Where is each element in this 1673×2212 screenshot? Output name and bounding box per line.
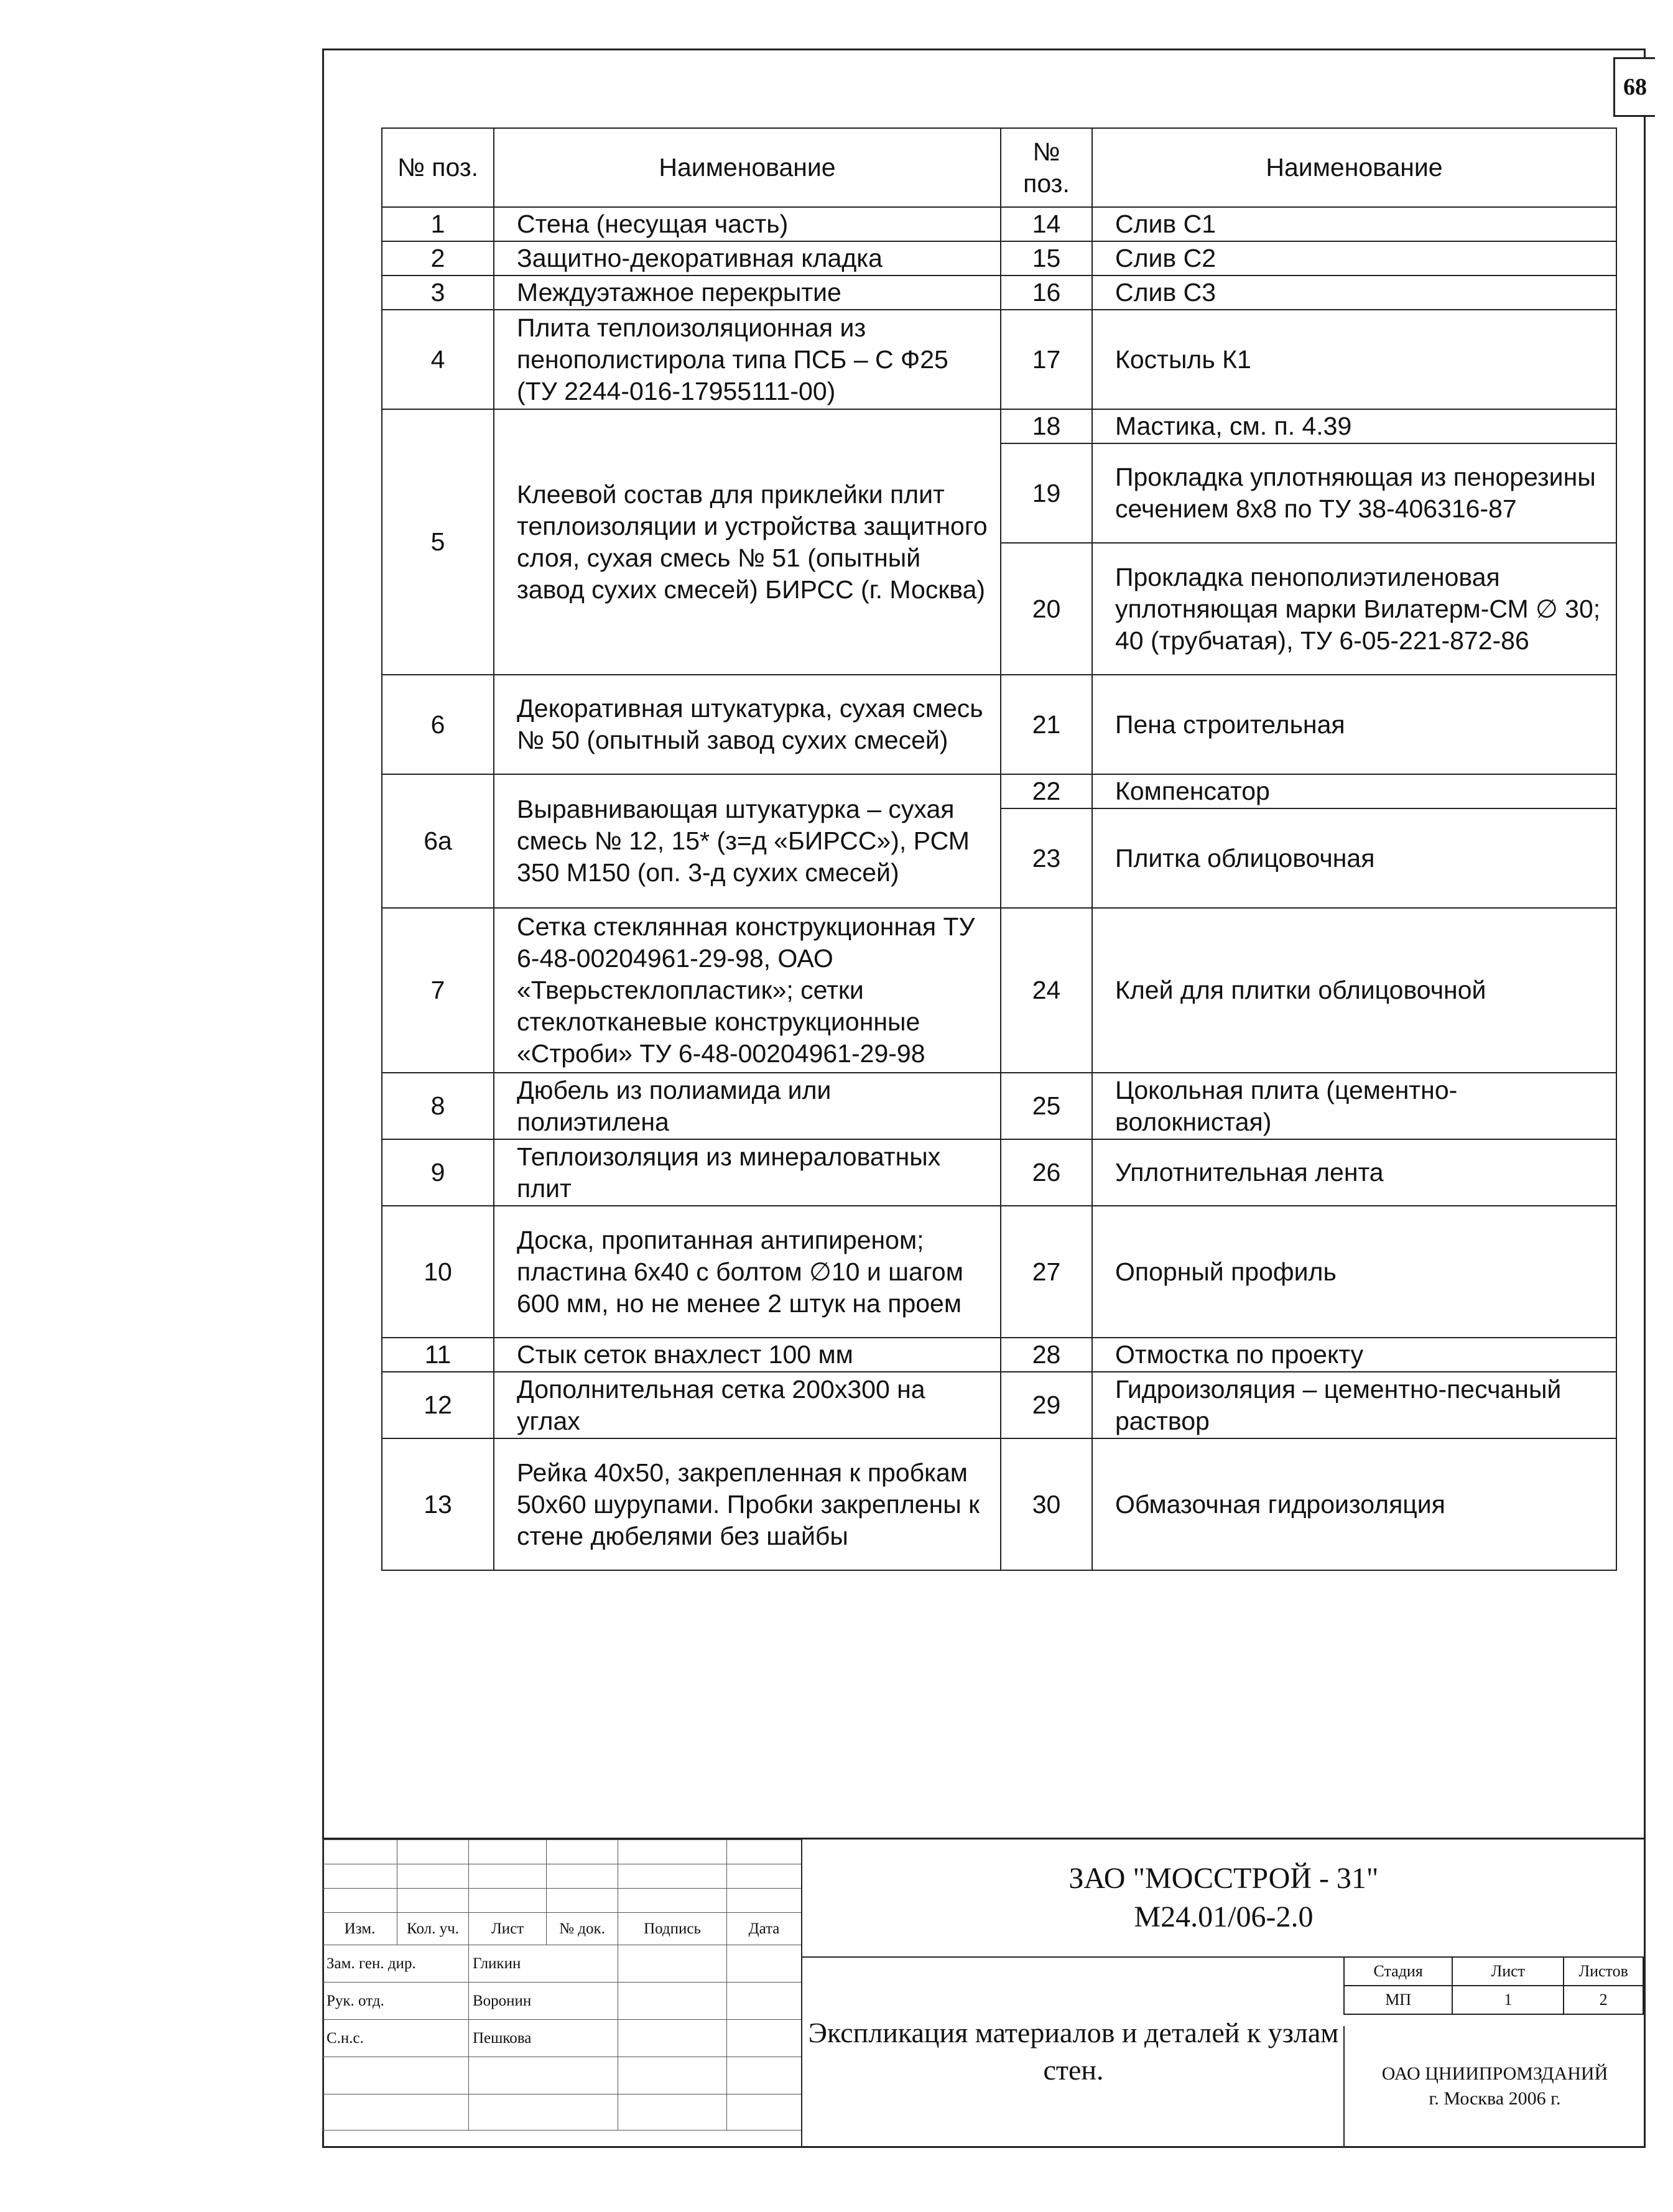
name-cell: Прокладка пенополиэтиленовая уплотняющая марки Вилатерм-СМ ∅ 30; 40 (трубчатая), ТУ 6-05-221-872-86	[1092, 543, 1616, 675]
name-cell: Дополнительная сетка 200х300 на углах	[494, 1372, 1001, 1438]
name-cell: Клей для плитки облицовочной	[1092, 908, 1616, 1073]
name-header: Наименование	[494, 128, 1001, 207]
table-row	[382, 310, 1616, 409]
name-cell: Выравнивающая штукатурка – сухая смесь № 12, 15* (з=д «БИРСС»), РСМ 350 М150 (оп. 3-д сухих смесей)	[494, 774, 1001, 908]
organization-name: ОАО ЦНИИПРОМЗДАНИЙ	[1381, 2063, 1608, 2084]
revision-grid	[322, 1839, 802, 2131]
list-label: Лист	[469, 1913, 547, 1945]
pos-cell: 14	[1001, 207, 1092, 241]
name-cell: Мастика, см. п. 4.39	[1092, 409, 1616, 443]
name-cell: Сетка стеклянная конструкционная ТУ 6-48-00204961-29-98, ОАО «Тверьстеклопластик»; сетки стеклотканевые конструкционные «Строби» ТУ 6-48-00204961-29-98	[494, 908, 1001, 1073]
izm-label: Изм.	[323, 1913, 397, 1945]
name-cell: Уплотнительная лента	[1092, 1139, 1616, 1206]
name-cell: Пена строительная	[1092, 675, 1616, 774]
pos-cell: 12	[382, 1372, 494, 1438]
pos-cell: 22	[1001, 774, 1092, 808]
name-cell: Компенсатор	[1092, 774, 1616, 808]
name-cell: Междуэтажное перекрытие	[494, 275, 1001, 310]
name-cell: Слив С2	[1092, 241, 1616, 275]
page-number: 68	[1613, 57, 1655, 117]
table-row	[382, 774, 1616, 808]
pos-cell: 27	[1001, 1206, 1092, 1338]
pos-cell: 18	[1001, 409, 1092, 443]
organization-city: г. Москва 2006 г.	[1429, 2088, 1561, 2109]
pos-cell: 3	[382, 275, 494, 310]
name-cell: Декоративная штукатурка, сухая смесь № 50 (опытный завод сухих смесей)	[494, 675, 1001, 774]
stage-table	[1343, 1956, 1644, 2015]
sign-label: Подпись	[618, 1913, 727, 1945]
pos-cell: 15	[1001, 241, 1092, 275]
name-cell: Дюбель из полиамида или полиэтилена	[494, 1073, 1001, 1139]
name-cell: Опорный профиль	[1092, 1206, 1616, 1338]
table-row	[382, 1372, 1616, 1438]
name-cell: Доска, пропитанная антипиреном; пластина 6х40 с болтом ∅10 и шагом 600 мм, но не менее 2 штук на проем	[494, 1206, 1001, 1338]
table-row	[382, 207, 1616, 241]
name-cell: Прокладка уплотняющая из пенорезины сечением 8х8 по ТУ 38-406316-87	[1092, 443, 1616, 543]
pos-cell: 28	[1001, 1338, 1092, 1372]
sheets-header: Листов	[1564, 1957, 1643, 1986]
pos-cell: 26	[1001, 1139, 1092, 1206]
table-row	[382, 908, 1616, 1073]
pos-cell: 6а	[382, 774, 494, 908]
pos-cell: 29	[1001, 1372, 1092, 1438]
sheets-value: 2	[1564, 1986, 1643, 2014]
materials-table	[381, 127, 1617, 1571]
name-cell: Защитно-декоративная кладка	[494, 241, 1001, 275]
name-cell: Рейка 40х50, закрепленная к пробкам 50х60 шурупами. Пробки закреплены к стене дюбелями без шайбы	[494, 1438, 1001, 1570]
table-row	[382, 1073, 1616, 1139]
table-row	[382, 1139, 1616, 1206]
name-cell: Слив С3	[1092, 275, 1616, 310]
name-cell: Плитка облицовочная	[1092, 808, 1616, 908]
name-cell: Плита теплоизоляционная из пенополистирола типа ПСБ – С Ф25 (ТУ 2244-016-17955111-00)	[494, 310, 1001, 409]
company-block	[801, 1839, 1645, 1958]
pos-header: № поз.	[382, 128, 494, 207]
pos-cell: 1	[382, 207, 494, 241]
table-row	[382, 1206, 1616, 1338]
sheet-value: 1	[1452, 1986, 1564, 2014]
pos-cell: 16	[1001, 275, 1092, 310]
pos-cell: 2	[382, 241, 494, 275]
pos-cell: 9	[382, 1139, 494, 1206]
organization-block	[1343, 2026, 1645, 2146]
doc-label: № док.	[547, 1913, 618, 1945]
signature-row	[323, 2020, 802, 2057]
pos-cell: 17	[1001, 310, 1092, 409]
name-header: Наименование	[1092, 128, 1616, 207]
name-cell: Цокольная плита (цементно-волокнистая)	[1092, 1073, 1616, 1139]
pos-cell: 20	[1001, 543, 1092, 675]
pos-cell: 19	[1001, 443, 1092, 543]
name-cell: Отмостка по проекту	[1092, 1338, 1616, 1372]
pos-cell: 23	[1001, 808, 1092, 908]
pos-cell: 4	[382, 310, 494, 409]
stage-value: МП	[1344, 1986, 1452, 2014]
role-label: Рук. отд.	[323, 1983, 469, 2020]
company-name: ЗАО "МОССТРОЙ - 31"	[1068, 1862, 1379, 1895]
pos-cell: 25	[1001, 1073, 1092, 1139]
document-code: М24.01/06-2.0	[1134, 1900, 1314, 1933]
pos-cell: 13	[382, 1438, 494, 1570]
name-cell: Костыль К1	[1092, 310, 1616, 409]
table-row	[382, 1338, 1616, 1372]
pos-cell: 24	[1001, 908, 1092, 1073]
kol-label: Кол. уч.	[397, 1913, 469, 1945]
person-name: Воронин	[469, 1983, 618, 2020]
signature-row	[323, 1945, 802, 1983]
name-cell: Клеевой состав для приклейки плит теплоизоляции и устройства защитного слоя, сухая смесь № 51 (опытный завод сухих смесей) БИРСС (г. Москва)	[494, 409, 1001, 675]
signature-row	[323, 1983, 802, 2020]
document-title: Экспликация материалов и деталей к узлам стен.	[801, 1956, 1345, 2146]
pos-cell: 5	[382, 409, 494, 675]
table-header-row	[382, 128, 1616, 207]
name-cell: Обмазочная гидроизоляция	[1092, 1438, 1616, 1570]
name-cell: Стена (несущая часть)	[494, 207, 1001, 241]
pos-cell: 10	[382, 1206, 494, 1338]
pos-cell: 7	[382, 908, 494, 1073]
table-row	[382, 241, 1616, 275]
sheet-header: Лист	[1452, 1957, 1564, 1986]
pos-cell: 30	[1001, 1438, 1092, 1570]
pos-cell: 8	[382, 1073, 494, 1139]
role-label: С.н.с.	[323, 2020, 469, 2057]
person-name: Гликин	[469, 1945, 618, 1983]
table-row	[382, 675, 1616, 774]
pos-cell: 6	[382, 675, 494, 774]
table-row	[382, 275, 1616, 310]
revision-header-row	[323, 1913, 802, 1945]
date-label: Дата	[727, 1913, 802, 1945]
name-cell: Стык сеток внахлест 100 мм	[494, 1338, 1001, 1372]
person-name: Пешкова	[469, 2020, 618, 2057]
title-block	[322, 1838, 1644, 2146]
stage-header: Стадия	[1344, 1957, 1452, 1986]
table-row	[382, 409, 1616, 443]
name-cell: Теплоизоляция из минераловатных плит	[494, 1139, 1001, 1206]
name-cell: Гидроизоляция – цементно-песчаный раствор	[1092, 1372, 1616, 1438]
pos-cell: 21	[1001, 675, 1092, 774]
pos-header: № поз.	[1001, 128, 1092, 207]
name-cell: Слив С1	[1092, 207, 1616, 241]
pos-cell: 11	[382, 1338, 494, 1372]
table-row	[382, 1438, 1616, 1570]
role-label: Зам. ген. дир.	[323, 1945, 469, 1983]
